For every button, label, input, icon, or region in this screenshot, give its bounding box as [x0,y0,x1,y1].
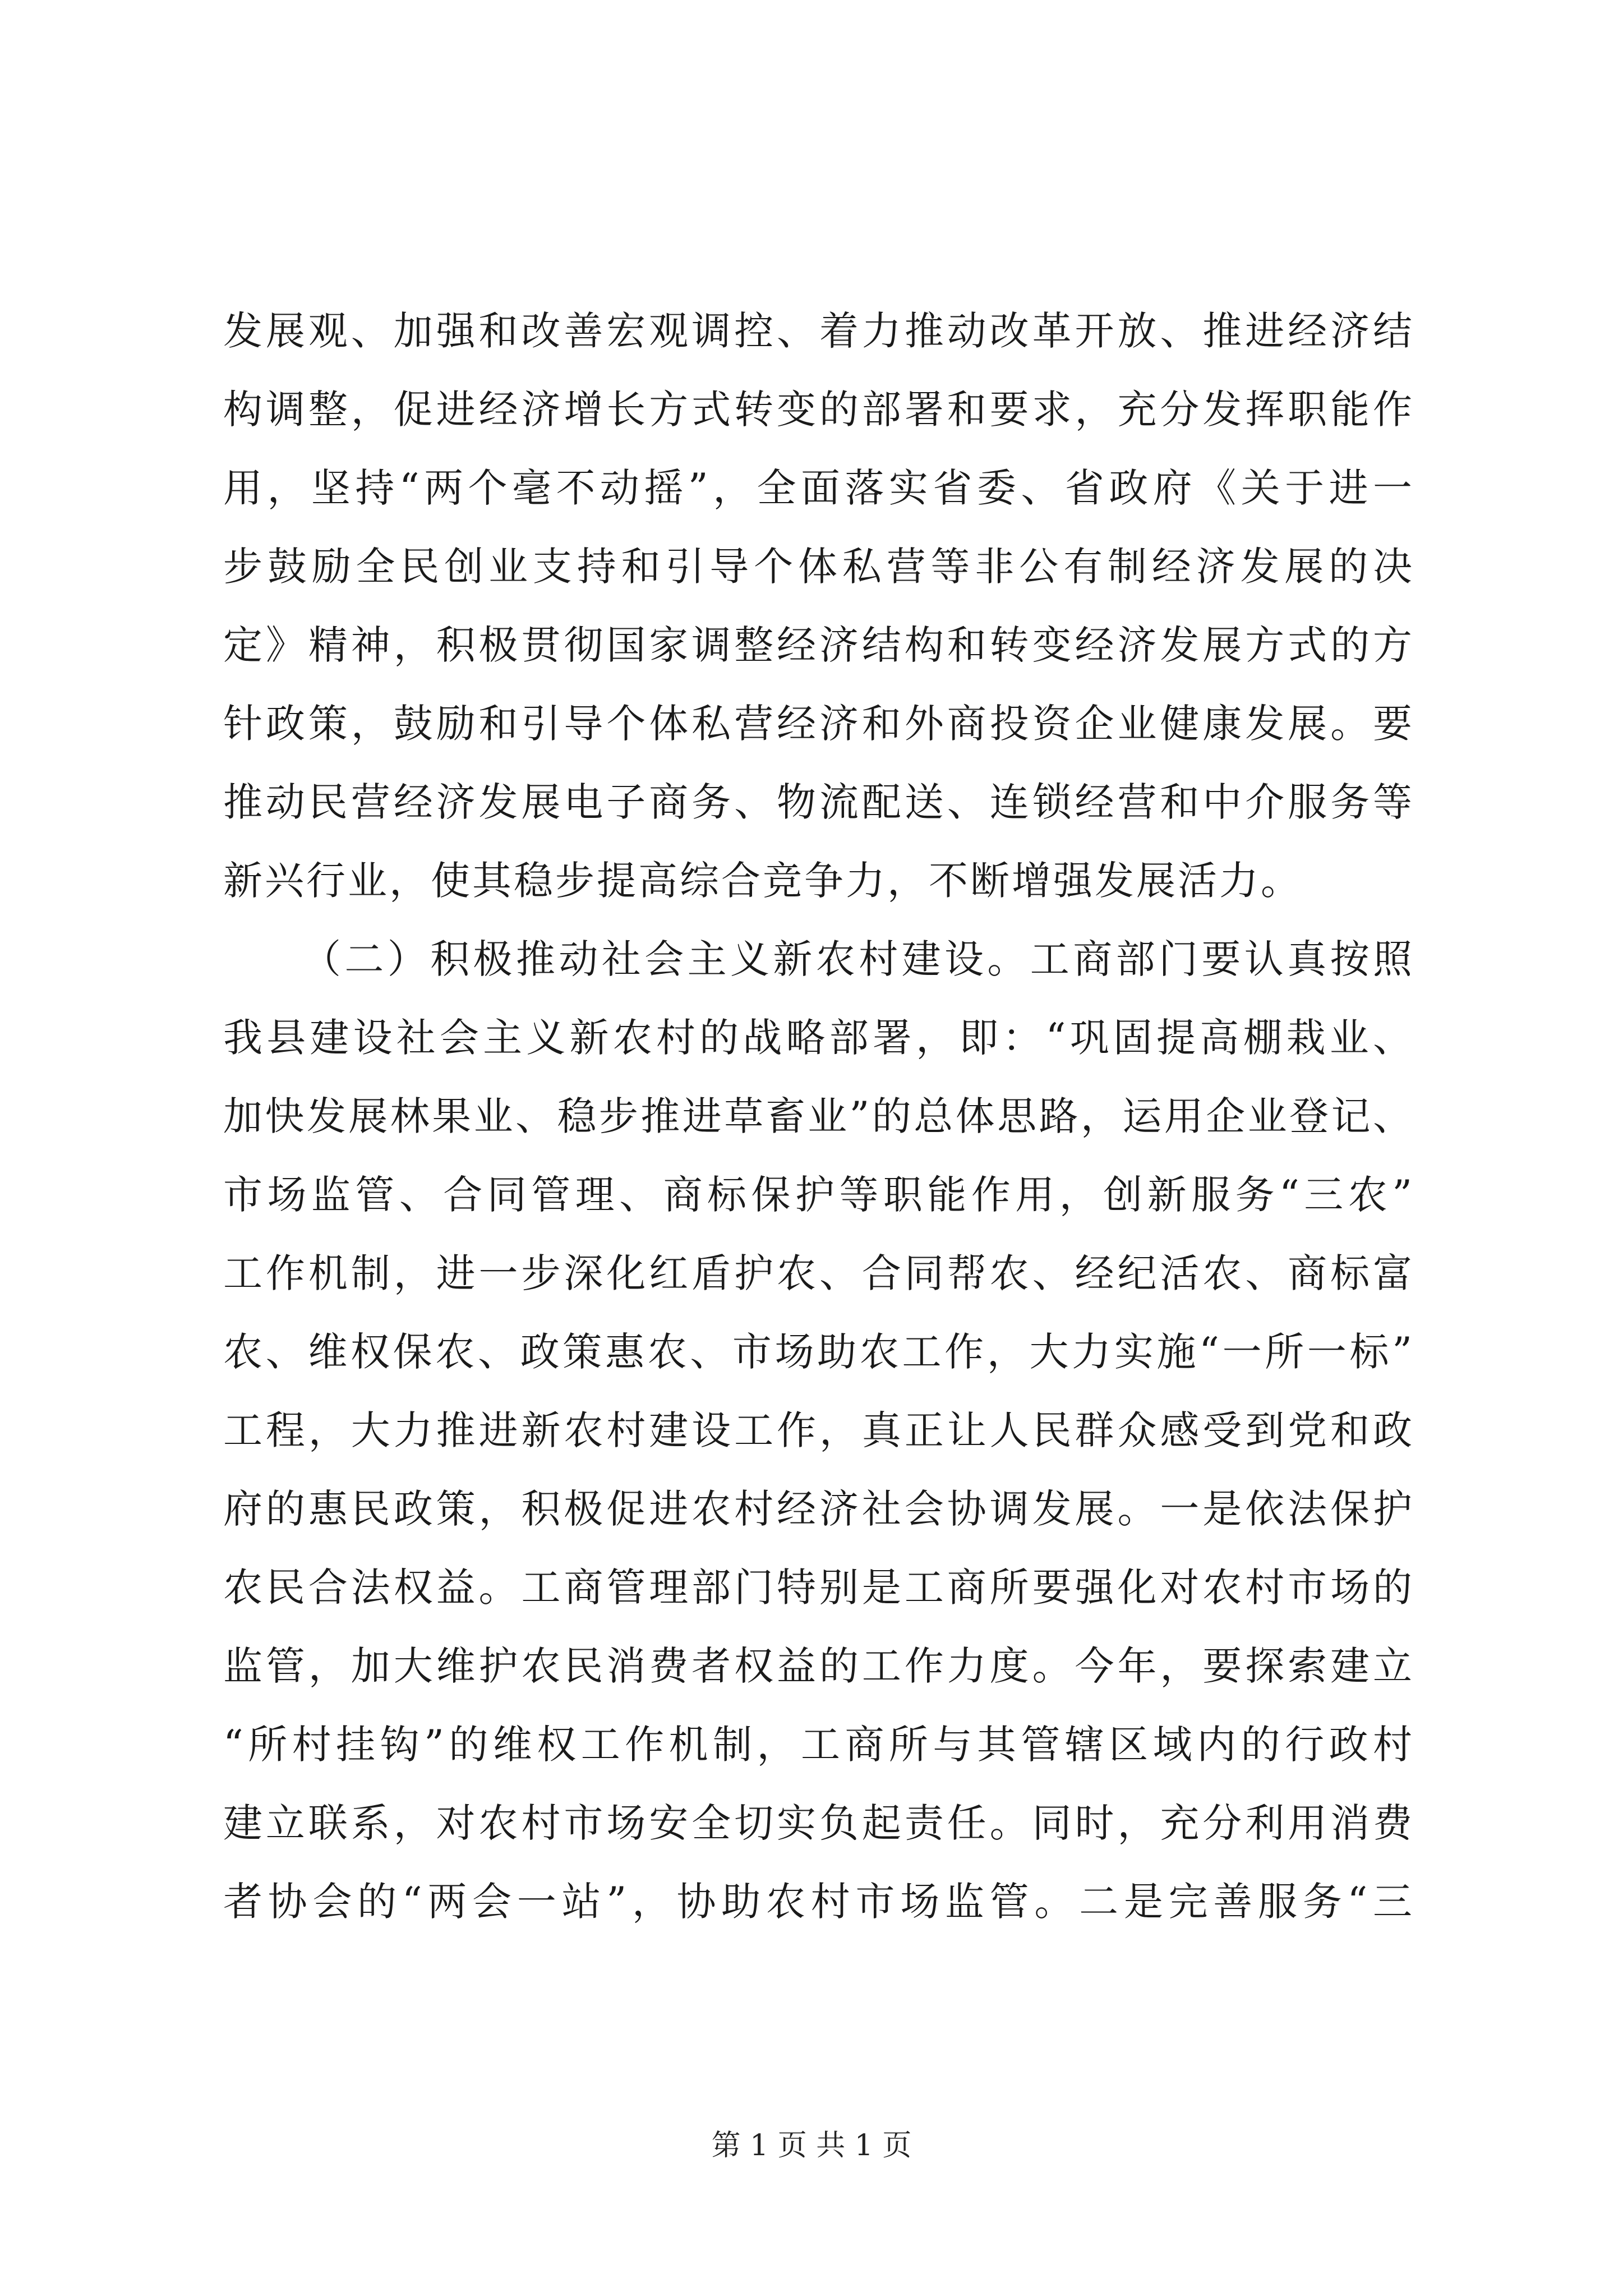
text-line: 农、维权保农、政策惠农、市场助农工作，大力实施“一所一标” [223,1329,1412,1375]
text-line: 定》精神，积极贯彻国家调整经济结构和转变经济发展方式的方 [223,622,1412,668]
document-body [223,292,1412,1941]
text-line: 工程，大力推进新农村建设工作，真正让人民群众感受到党和政 [223,1407,1412,1453]
page-number-footer: 第 1 页 共 1 页 [711,2129,912,2162]
section-heading-line: （二）积极推动社会主义新农村建设。工商部门要认真按照 [302,936,1412,982]
text-line: 我县建设社会主义新农村的战略部署，即：“巩固提高棚栽业、 [223,1015,1412,1061]
text-line: 用，坚持“两个毫不动摇”，全面落实省委、省政府《关于进一 [223,465,1412,511]
text-line: 步鼓励全民创业支持和引导个体私营等非公有制经济发展的决 [223,544,1412,590]
text-line: 市场监管、合同管理、商标保护等职能作用，创新服务“三农” [223,1172,1412,1218]
text-line: 建立联系，对农村市场安全切实负起责任。同时，充分利用消费 [223,1800,1412,1846]
text-line: 构调整，促进经济增长方式转变的部署和要求，充分发挥职能作 [223,386,1412,432]
text-line: 监管，加大维护农民消费者权益的工作力度。今年，要探索建立 [223,1643,1412,1689]
text-line: 农民合法权益。工商管理部门特别是工商所要强化对农村市场的 [223,1565,1412,1611]
text-line: 新兴行业，使其稳步提高综合竞争力，不断增强发展活力。 [223,858,1302,904]
text-line: “所村挂钩”的维权工作机制，工商所与其管辖区域内的行政村 [223,1722,1412,1768]
text-line: 推动民营经济发展电子商务、物流配送、连锁经营和中介服务等 [223,779,1412,825]
text-line: 针政策，鼓励和引导个体私营经济和外商投资企业健康发展。要 [223,701,1412,747]
text-line: 发展观、加强和改善宏观调控、着力推动改革开放、推进经济结 [223,308,1412,354]
text-line: 加快发展林果业、稳步推进草畜业”的总体思路，运用企业登记、 [223,1093,1412,1139]
text-line: 工作机制，进一步深化红盾护农、合同帮农、经纪活农、商标富 [223,1250,1412,1296]
text-line: 者协会的“两会一站”，协助农村市场监管。二是完善服务“三 [223,1879,1412,1925]
text-line: 府的惠民政策，积极促进农村经济社会协调发展。一是依法保护 [223,1486,1412,1532]
